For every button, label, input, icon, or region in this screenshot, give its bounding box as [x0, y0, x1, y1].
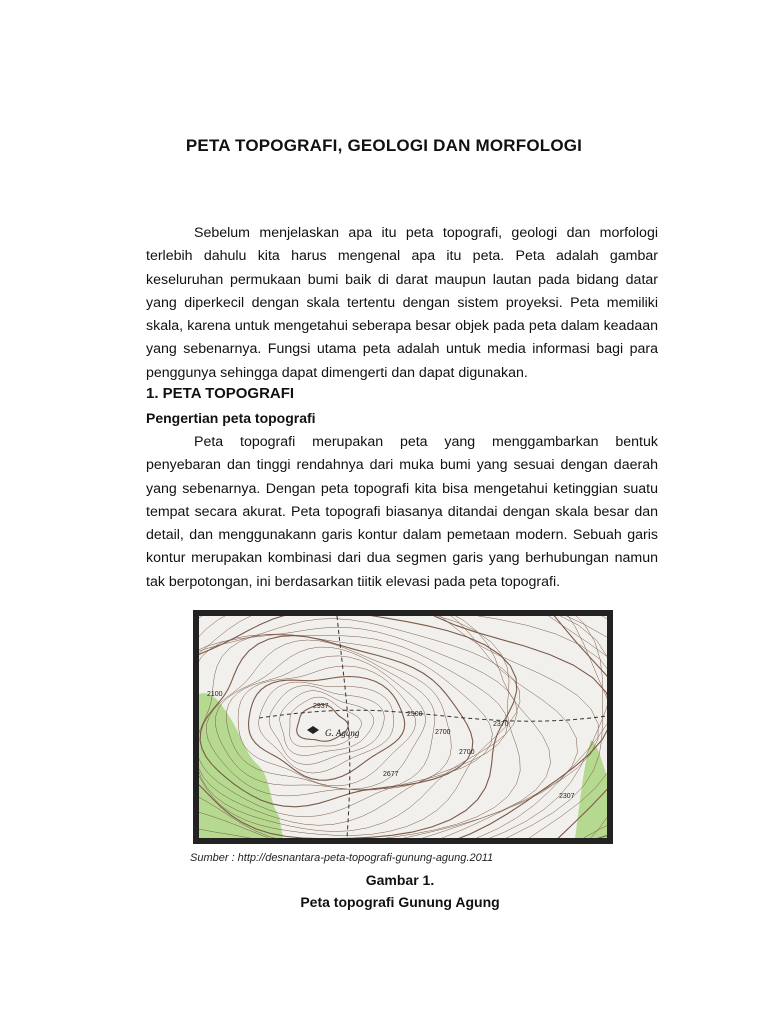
elevation-label: 2100: [207, 691, 223, 698]
topographic-map: [199, 616, 607, 838]
intro-paragraph: [146, 222, 658, 385]
subheading: Pengertian peta topografi: [146, 410, 316, 426]
elevation-label: 2700: [435, 729, 451, 736]
document-title: PETA TOPOGRAFI, GEOLOGI DAN MORFOLOGI: [185, 136, 583, 155]
figure-source: Sumber : http://desnantara-peta-topografi-gunung-agung.2011: [190, 852, 494, 864]
elevation-label: 2700: [459, 749, 475, 756]
figure-caption-title: Peta topografi Gunung Agung: [300, 894, 500, 910]
elevation-label: 2370: [493, 721, 509, 728]
topographic-map-figure: [193, 610, 613, 844]
elevation-label: 2307: [559, 793, 575, 800]
section-heading: 1. PETA TOPOGRAFI: [146, 385, 295, 402]
figure-caption-number: Gambar 1.: [365, 872, 435, 888]
peak-label: G. Agung: [325, 728, 360, 738]
intro-paragraph-text: Sebelum menjelaskan apa itu peta topografi, geologi dan morfologi terlebih dahulu kita harus mengenal apa itu peta. Peta adalah gambar keseluruhan permukaan bumi baik di darat maupun lautan pada bidang datar yang diperkecil dengan skala tertentu dengan sistem proyeksi. Peta memiliki skala, karena untuk mengetahui seberapa besar objek pada peta dalam keadaan yang sebenarnya. Fungsi utama peta adalah untuk media informasi bagi para penggunya sehingga dapat dimengerti dan dapat digunakan.: [146, 225, 658, 381]
section-paragraph-text: Peta topografi merupakan peta yang menggambarkan bentuk penyebaran dan tinggi rendahnya dari muka bumi yang sesuai dengan daerah yang sebenarnya. Dengan peta topografi kita bisa mengetahui ketinggian suatu tempat secara akurat. Peta topografi biasanya ditandai dengan skala besar dan detail, dan menggunakann garis kontur dalam pemetaan modern. Sebuah garis kontur merupakan kombinasi dari dua segmen garis yang berhubungan namun tak berpotongan, ini berdasarkan tiitik elevasi pada peta topografi.: [146, 434, 658, 590]
elevation-label: 2500: [407, 711, 423, 718]
elevation-label: 2677: [383, 771, 399, 778]
elevation-label: 2937: [313, 703, 329, 710]
section-paragraph: [146, 431, 658, 594]
